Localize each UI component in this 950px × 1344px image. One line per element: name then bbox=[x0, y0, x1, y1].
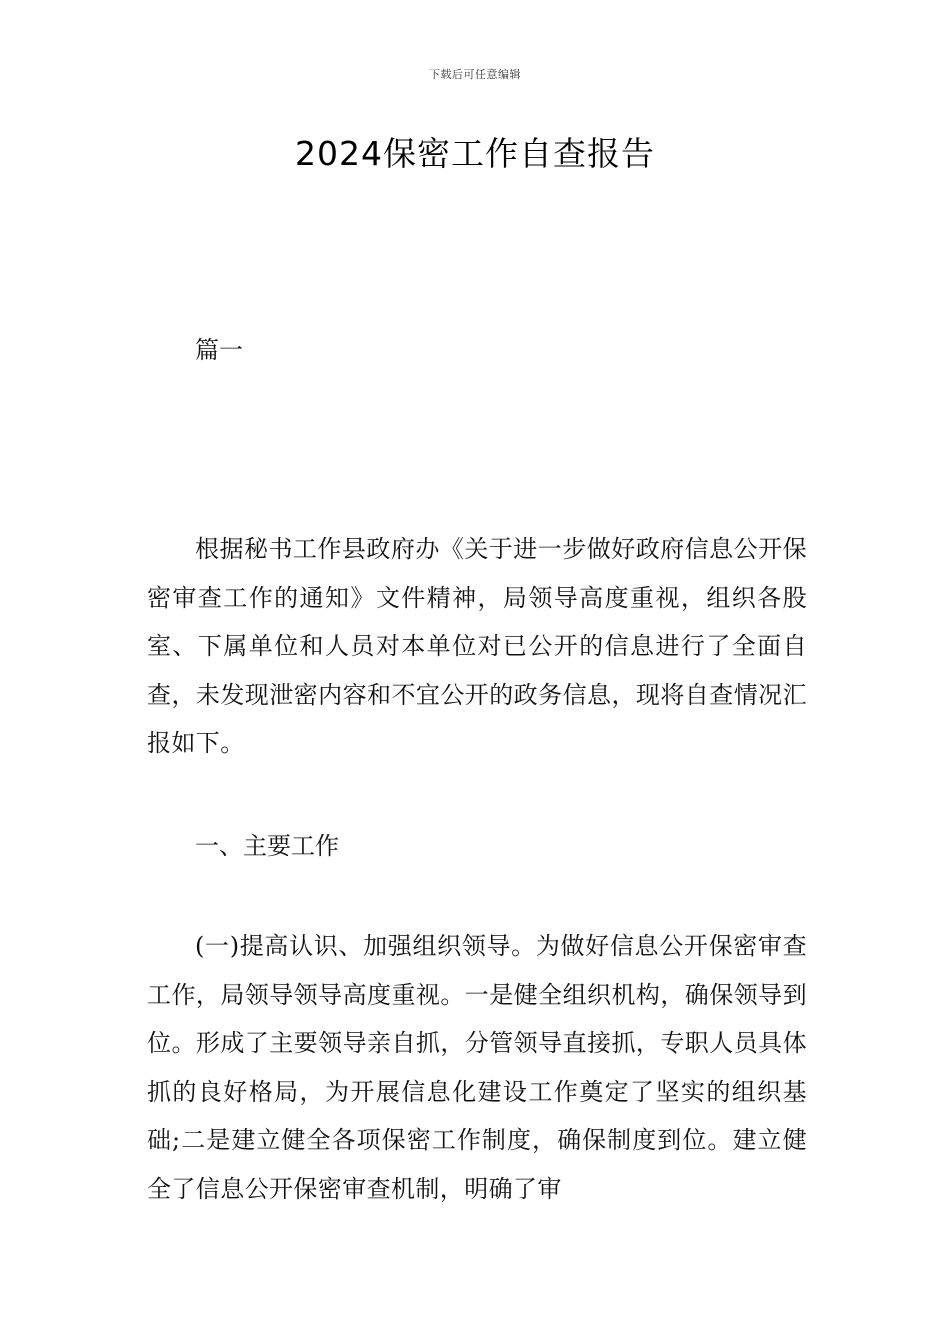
document-title: 2024保密工作自查报告 bbox=[295, 134, 655, 173]
intro-paragraph: 根据秘书工作县政府办《关于进一步做好政府信息公开保密审查工作的通知》文件精神，局领导高度重视，组织各股室、下属单位和人员对本单位对已公开的信息进行了全面自查，未发现泄密内容和不宜公开的政务信息，现将自查情况汇报如下。 bbox=[147, 535, 807, 757]
section-heading: 一、主要工作 bbox=[195, 832, 339, 860]
part-label: 篇一 bbox=[195, 336, 243, 364]
section-paragraph: (一)提高认识、加强组织领导。为做好信息公开保密审查工作，局领导领导高度重视。一是健全组织机构，确保领导到位。形成了主要领导亲自抓，分管领导直接抓，专职人员具体抓的良好格局，为开展信息化建设工作奠定了坚实的组织基础;二是建立健全各项保密工作制度，确保制度到位。建立健全了信息公开保密审查机制，明确了审 bbox=[147, 932, 807, 1203]
header-note: 下载后可任意编辑 bbox=[429, 68, 521, 81]
